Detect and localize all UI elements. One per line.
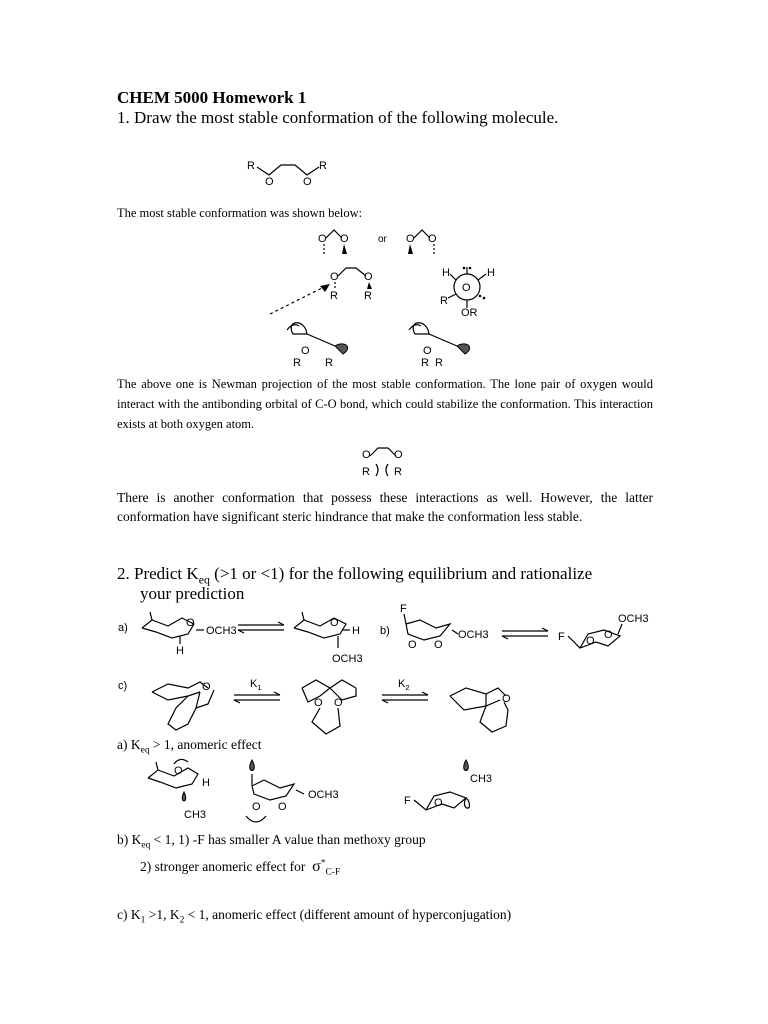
chem-och3-label: OCH3: [618, 613, 649, 625]
chem-o-label: O: [434, 797, 443, 809]
homework-title: CHEM 5000 Homework 1: [117, 88, 307, 107]
newman-paragraph: The above one is Newman projection of the most stable conformation. The lone pair of oxygen would interact with the antibonding orbital of C-O bond, which could stabilize the conformation. This interaction exists at both oxygen atom.: [117, 377, 653, 431]
equilibrium-b-right: [556, 608, 656, 656]
chem-ch3-label: CH3: [470, 773, 493, 785]
q1-steric-conformer: [360, 442, 410, 478]
equilibrium-arrows: [380, 692, 432, 704]
equilibrium-a-right: [290, 608, 380, 666]
chem-o-label: O: [434, 639, 443, 651]
chem-r-label: R: [364, 290, 372, 302]
chem-o-label: O: [330, 617, 339, 629]
chem-o-label: O: [314, 697, 323, 709]
chem-ch3-label: CH3: [184, 809, 207, 821]
chem-o-label: O: [408, 639, 417, 651]
q1-conformer-pair: [318, 226, 448, 256]
chem-r-label: R: [330, 290, 338, 302]
chem-o-label: O: [186, 617, 195, 629]
chem-r-label: R: [319, 160, 327, 172]
question-2-prompt-line2: your prediction: [140, 584, 245, 603]
chem-o-label: O: [428, 233, 437, 245]
equilibrium-c-spiro-3: [446, 680, 526, 740]
question-1-prompt: 1. Draw the most stable conformation of the following molecule.: [117, 108, 559, 127]
chem-r-label: R: [435, 357, 443, 369]
q1-molecule-drawing: [245, 155, 335, 190]
orbital-interaction-right: [405, 320, 485, 370]
chem-o-label: O: [364, 271, 373, 283]
k2-label: $K_2$: [398, 678, 410, 693]
chem-f-label: F: [558, 631, 565, 643]
chem-or-label: OR: [461, 307, 478, 319]
chem-r-label: R: [293, 357, 301, 369]
chem-o-label: O: [278, 801, 287, 813]
answer-b-orbital-3: [402, 756, 512, 826]
chem-o-label: O: [202, 681, 211, 693]
equilibrium-b-left: [396, 602, 496, 652]
chem-o-label: O: [604, 629, 613, 641]
chem-och3-label: OCH3: [458, 629, 489, 641]
chem-o-label: O: [318, 233, 327, 245]
chem-f-label: F: [404, 795, 411, 807]
orbital-interaction-left: [283, 320, 363, 370]
answer-a-orbital-1: [144, 756, 234, 826]
equilibrium-b-label: b): [380, 625, 390, 637]
chem-r-label: R: [421, 357, 429, 369]
k1-label: $K_1$: [250, 678, 262, 693]
chem-och3-label: OCH3: [308, 789, 339, 801]
answer-b: b) $K_{eq} < 1$, 1) -F has smaller A value than methoxy group: [117, 832, 426, 851]
equilibrium-c-label: c): [118, 680, 128, 692]
or-label: or: [378, 234, 387, 245]
chem-o-label: O: [303, 176, 312, 188]
chem-h-label: H: [202, 777, 210, 789]
chem-r-label: R: [247, 160, 255, 172]
chem-och3-label: OCH3: [206, 625, 237, 637]
answer-a: a) $K_{eq} > 1$, anomeric effect: [117, 737, 262, 756]
other-conformation-paragraph: There is another conformation that possess these interactions as well. However, the latter conformation have significant steric hindrance that make the conformation less stable.: [117, 490, 653, 524]
chem-o-label: O: [502, 693, 511, 705]
chem-o-label: O: [334, 697, 343, 709]
chem-o-label: O: [586, 635, 595, 647]
chem-o-label: O: [265, 176, 274, 188]
question-2-prompt: 2. Predict $K_{eq}$ (>1 or <1) for the following equilibrium and rationalize: [117, 564, 593, 587]
chem-och3-label: OCH3: [332, 653, 363, 665]
chem-r-label: R: [362, 466, 370, 478]
chem-o-label: O: [174, 765, 183, 777]
equilibrium-c-spiro-2: [298, 674, 368, 738]
q1-conformer-middle: [328, 262, 388, 302]
chem-h-label: H: [176, 645, 184, 657]
newman-projection: [440, 264, 500, 322]
chem-o-label: O: [301, 345, 310, 357]
chem-h-label: H: [352, 625, 360, 637]
chem-o-label: O: [362, 449, 371, 461]
chem-o-label: O: [462, 282, 471, 294]
chem-r-label: R: [440, 295, 448, 307]
chem-o-label: O: [423, 345, 432, 357]
chem-h-label: H: [442, 267, 450, 279]
equilibrium-a-label: a): [118, 622, 128, 634]
q1-answer-intro: The most stable conformation was shown below:: [117, 206, 363, 220]
answer-b-line2: 2) stronger anomeric effect for $\sigma^*_{C-F}$: [140, 858, 341, 878]
chem-o-label: O: [394, 449, 403, 461]
chem-h-label: H: [487, 267, 495, 279]
chem-r-label: R: [394, 466, 402, 478]
chem-o-label: O: [406, 233, 415, 245]
equilibrium-a-left: [138, 608, 238, 658]
chem-o-label: O: [340, 233, 349, 245]
equilibrium-c-spiro-1: [148, 674, 228, 734]
equilibrium-arrows: [500, 628, 552, 640]
equilibrium-arrows: [236, 622, 288, 634]
chem-r-label: R: [325, 357, 333, 369]
equilibrium-arrows: [232, 692, 284, 704]
chem-o-label: O: [252, 801, 261, 813]
chem-o-label: O: [330, 271, 339, 283]
answer-b-orbital-2: [238, 756, 358, 836]
chem-f-label: F: [400, 603, 407, 615]
answer-c: c) $K_1 >1$, $K_2 < 1$, anomeric effect (different amount of hyperconjugation): [117, 907, 512, 926]
